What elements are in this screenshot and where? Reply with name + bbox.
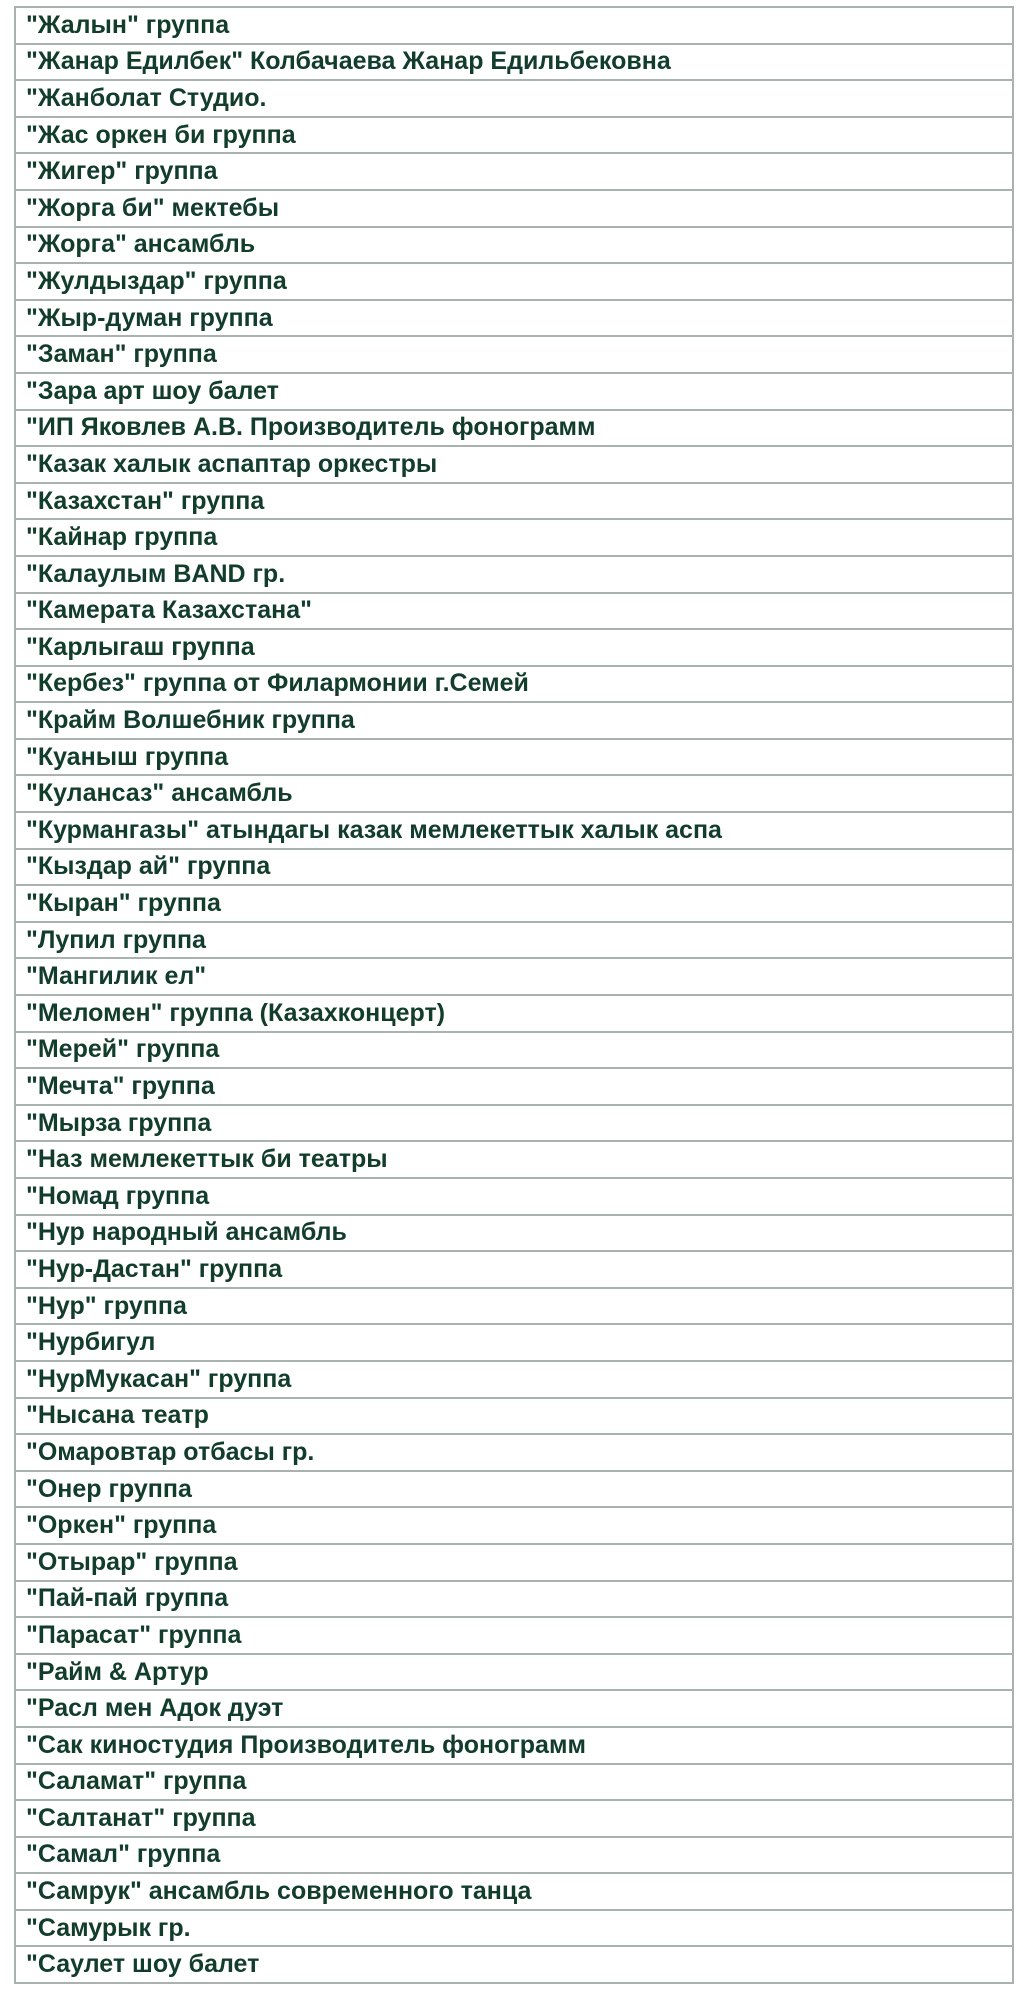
table-row: "Жыр-думан группа xyxy=(16,301,1012,338)
table-row: "Расл мен Адок дуэт xyxy=(16,1691,1012,1728)
table-row: "Курмангазы" атындагы казак мемлекеттык халык аспа xyxy=(16,813,1012,850)
table-row: "Мерей" группа xyxy=(16,1033,1012,1070)
table-row: "Камерата Казахстана" xyxy=(16,594,1012,631)
table-row: "Салтанат" группа xyxy=(16,1801,1012,1838)
table-row: "Мангилик ел" xyxy=(16,959,1012,996)
table-row: "Куаныш группа xyxy=(16,740,1012,777)
table-row: "Жалын" группа xyxy=(16,8,1012,45)
table-row: "Райм & Артур xyxy=(16,1655,1012,1692)
table-row: "Жигер" группа xyxy=(16,154,1012,191)
table-row: "Нур народный ансамбль xyxy=(16,1216,1012,1253)
table-row: "Оркен" группа xyxy=(16,1508,1012,1545)
table-row: "Карлыгаш группа xyxy=(16,630,1012,667)
table-row: "Кыздар ай" группа xyxy=(16,850,1012,887)
table-row: "Нурбигул xyxy=(16,1325,1012,1362)
table-row: "Саламат" группа xyxy=(16,1765,1012,1802)
table-row: "Казак халык аспаптар оркестры xyxy=(16,447,1012,484)
table-row: "Сак киностудия Производитель фонограмм xyxy=(16,1728,1012,1765)
table-row: "Кулансаз" ансамбль xyxy=(16,776,1012,813)
table-row: "Жанар Едилбек" Колбачаева Жанар Едильбековна xyxy=(16,45,1012,82)
table-row: "НурМукасан" группа xyxy=(16,1362,1012,1399)
table-row: "Онер группа xyxy=(16,1472,1012,1509)
table-row: "Самал" группа xyxy=(16,1838,1012,1875)
table-row: "Зара арт шоу балет xyxy=(16,374,1012,411)
table-row: "Наз мемлекеттык би театры xyxy=(16,1142,1012,1179)
table-row: "Парасат" группа xyxy=(16,1618,1012,1655)
table-row: "Лупил группа xyxy=(16,923,1012,960)
table-row: "Саулет шоу балет xyxy=(16,1947,1012,1984)
table-row: "Жорга би" мектебы xyxy=(16,191,1012,228)
table-row: "Самурык гр. xyxy=(16,1911,1012,1948)
table-row: "Мечта" группа xyxy=(16,1069,1012,1106)
table-row: "Калаулым BAND гр. xyxy=(16,557,1012,594)
table-row: "Заман" группа xyxy=(16,337,1012,374)
table-row: "Кербез" группа от Филармонии г.Семей xyxy=(16,667,1012,704)
table-row: "Нур" группа xyxy=(16,1289,1012,1326)
table-row: "Крайм Волшебник группа xyxy=(16,703,1012,740)
table-row: "Жорга" ансамбль xyxy=(16,228,1012,265)
table-row: "Жас оркен би группа xyxy=(16,118,1012,155)
table-row: "Отырар" группа xyxy=(16,1545,1012,1582)
table-row: "Номад группа xyxy=(16,1179,1012,1216)
table-row: "Казахстан" группа xyxy=(16,484,1012,521)
performer-list-table xyxy=(14,6,1014,1984)
table-row: "ИП Яковлев А.В. Производитель фонограмм xyxy=(16,411,1012,448)
table-row: "Нур-Дастан" группа xyxy=(16,1252,1012,1289)
table-row: "Жанболат Студио. xyxy=(16,81,1012,118)
table-row: "Жулдыздар" группа xyxy=(16,264,1012,301)
table-row: "Меломен" группа (Казахконцерт) xyxy=(16,996,1012,1033)
table-row: "Кайнар группа xyxy=(16,520,1012,557)
table-row: "Омаровтар отбасы гр. xyxy=(16,1435,1012,1472)
table-row: "Нысана театр xyxy=(16,1399,1012,1436)
table-row: "Мырза группа xyxy=(16,1106,1012,1143)
table-row: "Самрук" ансамбль современного танца xyxy=(16,1874,1012,1911)
table-row: "Кыран" группа xyxy=(16,886,1012,923)
table-row: "Пай-пай группа xyxy=(16,1582,1012,1619)
